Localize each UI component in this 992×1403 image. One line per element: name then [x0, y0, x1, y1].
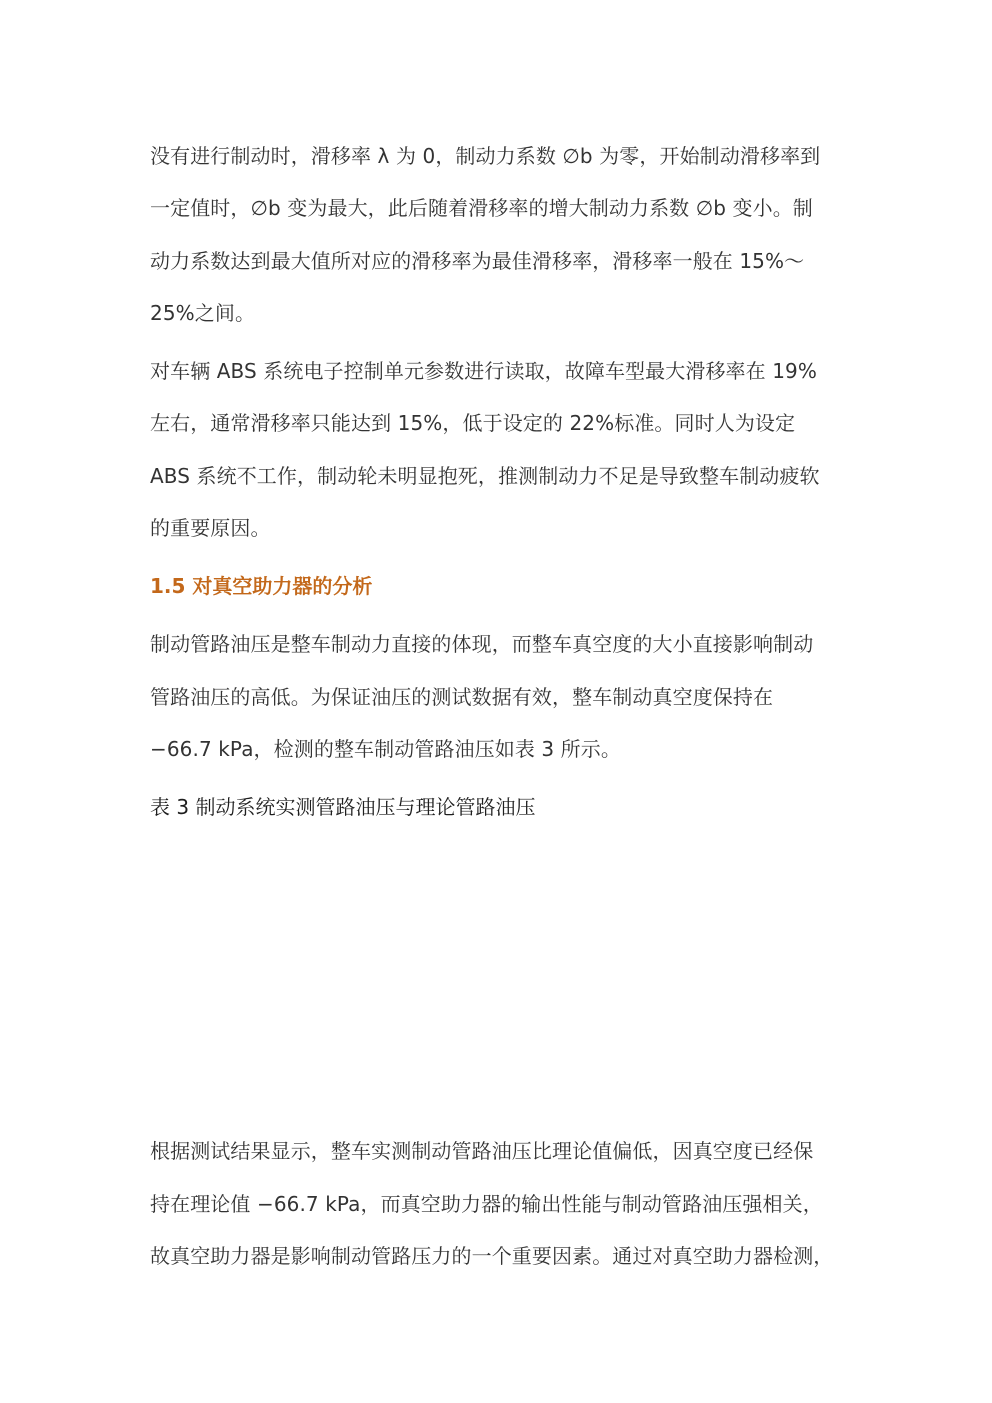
- text-line: 对车辆 ABS 系统电子控制单元参数进行读取，故障车型最大滑移率在 19%: [150, 359, 817, 384]
- text-line: 动力系数达到最大值所对应的滑移率为最佳滑移率，滑移率一般在 15%～: [150, 248, 805, 273]
- text-line: 的重要原因。: [150, 516, 271, 541]
- text-line: 管路油压的高低。为保证油压的测试数据有效，整车制动真空度保持在: [150, 684, 774, 709]
- text-line: −66.7 kPa，检测的整车制动管路油压如表 3 所示。: [150, 736, 621, 761]
- paragraph-test-results: [150, 1125, 850, 1282]
- table-caption: 表 3 制动系统实测管路油压与理论管路油压: [150, 795, 536, 820]
- text-line: ABS 系统不工作，制动轮未明显抱死，推测制动力不足是导致整车制动疲软: [150, 463, 820, 488]
- text-line: 左右，通常滑移率只能达到 15%，低于设定的 22%标准。同时人为设定: [150, 411, 796, 436]
- text-line: 持在理论值 −66.7 kPa，而真空助力器的输出性能与制动管路油压强相关，: [150, 1191, 823, 1216]
- text-line: 25%之间。: [150, 300, 256, 325]
- section-heading: 1.5 对真空助力器的分析: [150, 574, 373, 599]
- table-area-blank: [150, 833, 850, 1125]
- paragraph-abs-readout: [150, 345, 850, 554]
- text-line: 没有进行制动时，滑移率 λ 为 0，制动力系数 ∅b 为零，开始制动滑移率到: [150, 144, 821, 168]
- text-line: 一定值时，∅b 变为最大，此后随着滑移率的增大制动力系数 ∅b 变小。制: [150, 196, 813, 221]
- text-line: 故真空助力器是影响制动管路压力的一个重要因素。通过对真空助力器检测，: [150, 1243, 834, 1268]
- text-line: 根据测试结果显示，整车实测制动管路油压比理论值偏低，因真空度已经保: [150, 1139, 814, 1164]
- paragraph-oil-pressure: [150, 618, 850, 775]
- text-line: 制动管路油压是整车制动力直接的体现，而整车真空度的大小直接影响制动: [150, 632, 814, 657]
- document-page: [150, 130, 850, 1282]
- paragraph-slip-rate: [150, 130, 850, 339]
